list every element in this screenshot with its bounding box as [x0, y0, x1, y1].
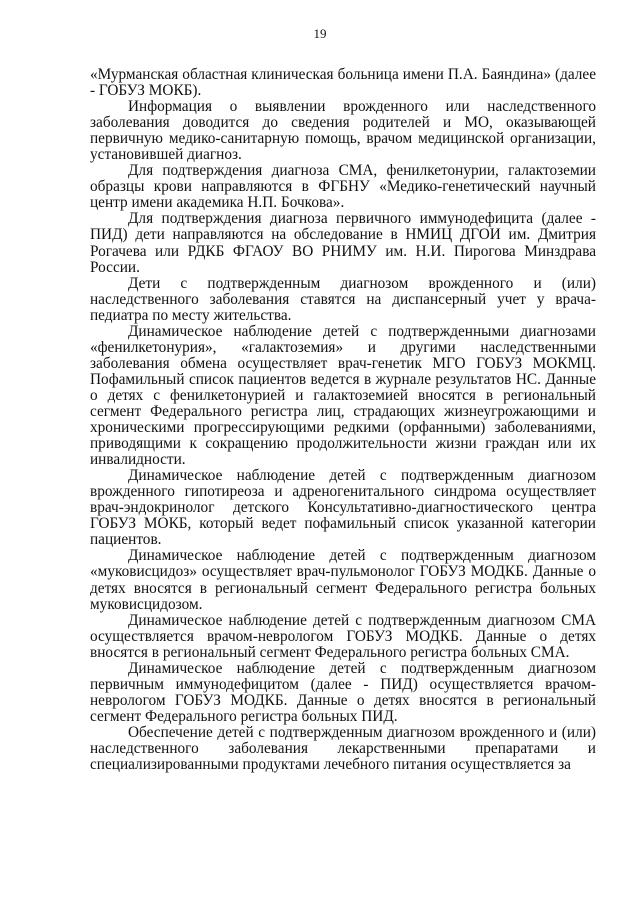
paragraph-sma-pku-galactosemia-confirmation: Для подтверждения диагноза СМА, фенилкетонурии, галактоземии образцы крови направляются в ФГБНУ «Медико-генетический научный центр имени академика Н.П. Бочкова». — [90, 162, 596, 212]
paragraph-hospital-name-continuation: «Мурманская областная клиническая больница имени П.А. Баяндина» (далее - ГОБУЗ МОКБ). — [90, 66, 596, 100]
paragraph-medication-provision: Обеспечение детей с подтвержденным диагнозом врожденного и (или) наследственного заболевания лекарственными препаратами и специализированными продуктами лечебного питания осуществляется за — [90, 723, 596, 774]
document-body — [90, 67, 596, 773]
page-number: 19 — [313, 26, 327, 41]
paragraph-hypothyroidism-observation: Динамическое наблюдение детей с подтвержденным диагнозом врожденного гипотиреоза и адреногенитального синдрома осуществляет врач-эндокринолог детского Консультативно-диагностического центра ГОБУЗ МОКБ, который ведет пофамильный список указанной категории пациентов. — [90, 467, 596, 549]
paragraph-cystic-fibrosis-observation: Динамическое наблюдение детей с подтвержденным диагнозом «муковисцидоз» осуществляет врач-пульмонолог ГОБУЗ МОДКБ. Данные о детях вносятся в региональный сегмент Федерального регистра больных муковисцидозом. — [90, 547, 596, 613]
paragraph-diagnosis-notification: Информация о выявлении врожденного или наследственного заболевания доводится до сведения родителей и МО, оказывающей первичную медико-санитарную помощь, врачом медицинской организации, установившей диагноз. — [90, 98, 596, 164]
paragraph-pid-observation: Динамическое наблюдение детей с подтвержденным диагнозом первичным иммунодефицитом (далее - ПИД) осуществляется врачом-неврологом ГОБУЗ МОДКБ. Данные о детях вносятся в региональный сегмент Федерального регистра больных ПИД. — [90, 659, 596, 725]
paragraph-sma-observation: Динамическое наблюдение детей с подтвержденным диагнозом СМА осуществляется врачом-неврологом ГОБУЗ МОДКБ. Данные о детях вносятся в региональный сегмент Федерального регистра больных СМА. — [90, 611, 596, 661]
paragraph-dispensary-registration: Дети с подтвержденным диагнозом врожденного и (или) наследственного заболевания ставятся на диспансерный учет у врача-педиатра по месту жительства. — [90, 274, 596, 324]
paragraph-pid-confirmation: Для подтверждения диагноза первичного иммунодефицита (далее - ПИД) дети направляются на обследование в НМИЦ ДГОИ им. Дмитрия Рогачева или РДКБ ФГАОУ ВО РНИМУ им. Н.И. Пирогова Минздрава России. — [90, 210, 596, 276]
paragraph-pku-galactosemia-observation: Динамическое наблюдение детей с подтвержденными диагнозами «фенилкетонурия», «галактоземия» и другими наследственными заболевания обмена осуществляет врач-генетик МГО ГОБУЗ МОКМЦ. Пофамильный список пациентов ведется в журнале результатов НС. Данные о детях с фенилкетонурией и галактоземией вносятся в региональный сегмент Федерального регистра лиц, страдающих жизнеугрожающими и хроническими прогрессирующими редкими (орфанными) заболеваниями, приводящими к сокращению продолжительности жизни граждан или их инвалидности. — [90, 322, 596, 469]
